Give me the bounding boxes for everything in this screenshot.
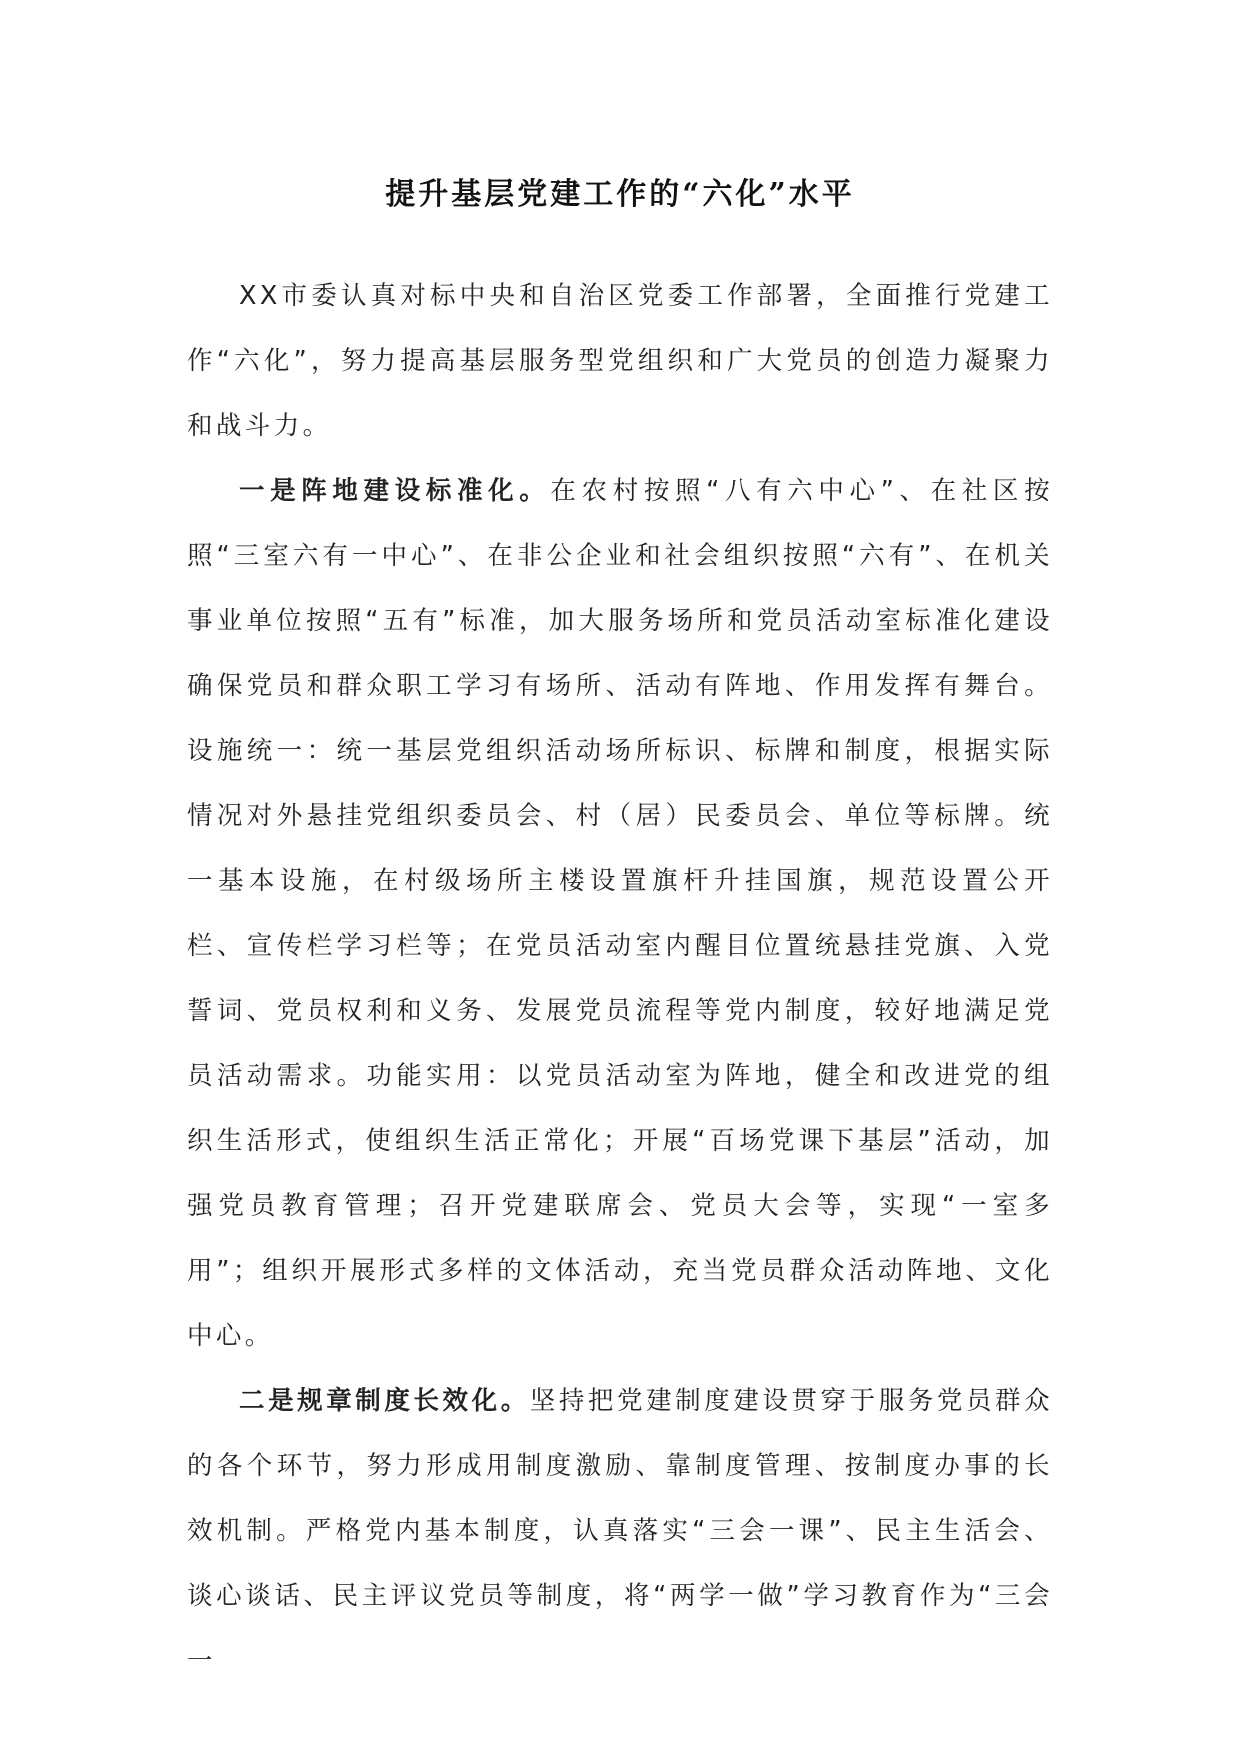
section-2-heading: 二是规章制度长效化。 [239,1386,530,1416]
section-1-heading: 一是阵地建设标准化。 [239,476,551,506]
section-2-paragraph [187,1369,1053,1694]
section-2-text: 坚持把党建制度建设贯穿于服务党员群众的各个环节，努力形成用制度激励、靠制度管理、按制度办事的长效机制。严格党内基本制度，认真落实“三会一课”、民主生活会、谈心谈话、民主评议党员等制度，将“两学一做”学习教育作为“三会一 [187,1386,1053,1676]
section-1-paragraph [187,459,1053,1369]
document-body [187,264,1053,1694]
document-title: 提升基层党建工作的“六化”水平 [385,177,855,212]
intro-paragraph: XX市委认真对标中央和自治区党委工作部署，全面推行党建工作“六化”，努力提高基层服务型党组织和广大党员的创造力凝聚力和战斗力。 [187,281,1053,441]
section-1-text: 在农村按照“八有六中心”、在社区按照“三室六有一中心”、在非公企业和社会组织按照“六有”、在机关事业单位按照“五有”标准，加大服务场所和党员活动室标准化建设确保党员和群众职工学习有场所、活动有阵地、作用发挥有舞台。设施统一：统一基层党组织活动场所标识、标牌和制度，根据实际情况对外悬挂党组织委员会、村（居）民委员会、单位等标牌。统一基本设施，在村级场所主楼设置旗杆升挂国旗，规范设置公开栏、宣传栏学习栏等；在党员活动室内醒目位置统悬挂党旗、入党誓词、党员权利和义务、发展党员流程等党内制度，较好地满足党员活动需求。功能实用：以党员活动室为阵地，健全和改进党的组织生活形式，使组织生活正常化；开展“百场党课下基层”活动，加强党员教育管理；召开党建联席会、党员大会等，实现“一室多用”；组织开展形式多样的文体活动，充当党员群众活动阵地、文化中心。 [187,476,1053,1351]
